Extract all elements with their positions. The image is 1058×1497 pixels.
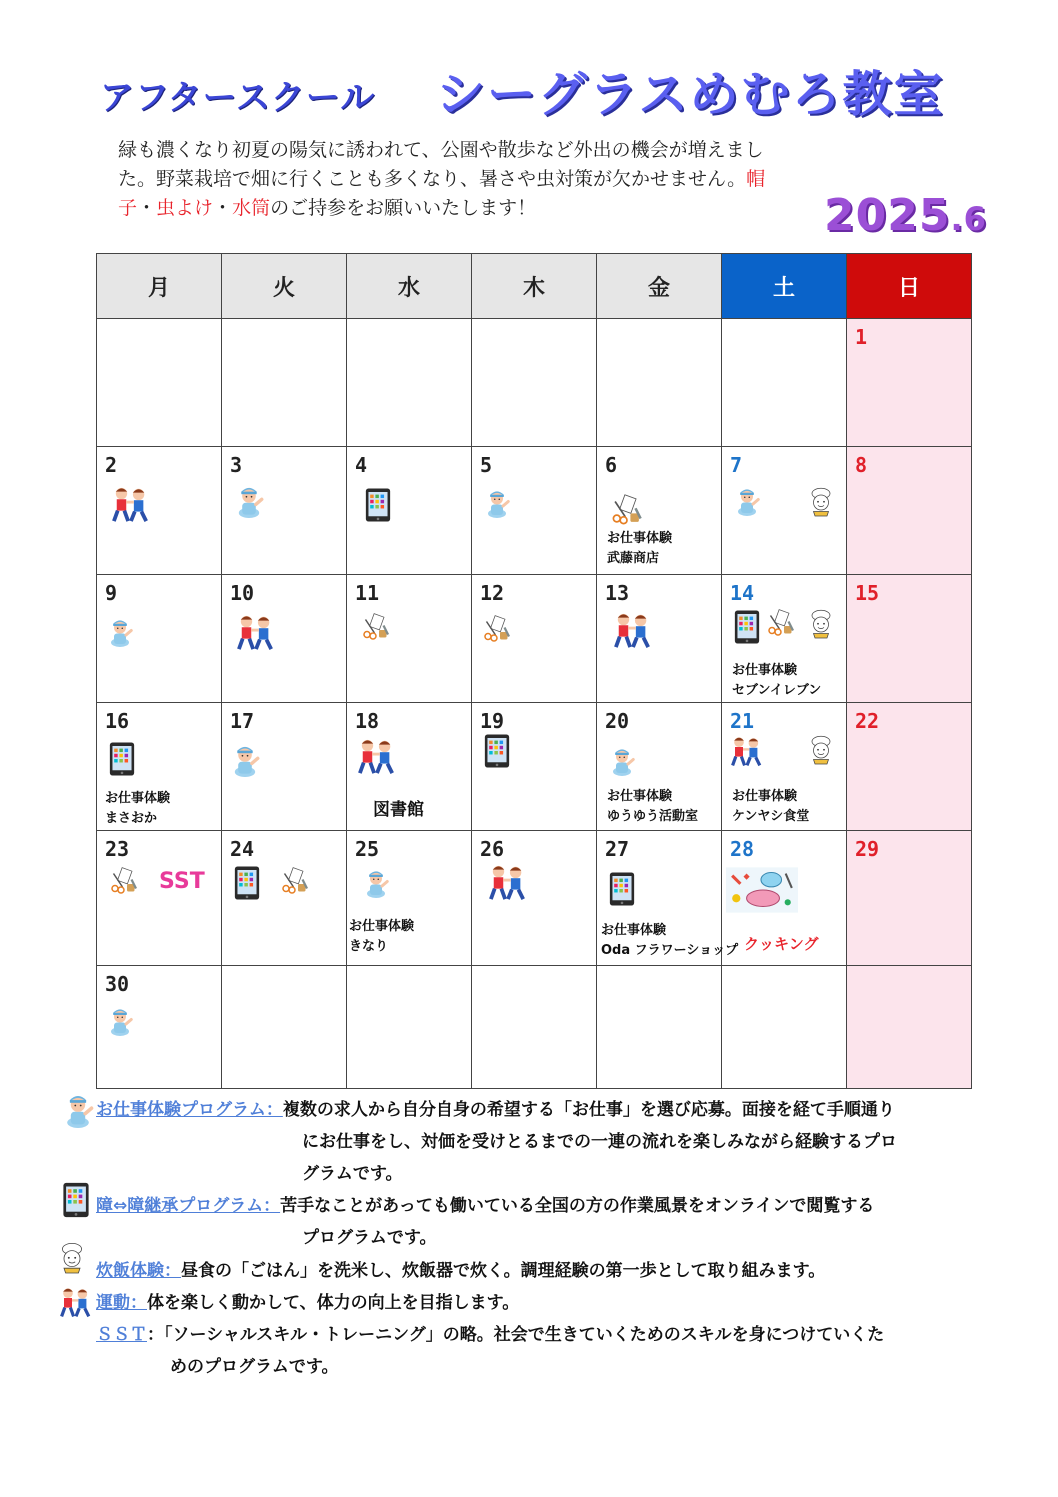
day-number: 1 xyxy=(855,325,868,349)
event-place: 武藤商店 xyxy=(607,551,660,566)
weekday-header xyxy=(97,254,972,319)
crafts-icon xyxy=(109,865,139,897)
sports-kids-icon xyxy=(611,611,655,649)
month: .6 xyxy=(950,200,987,238)
day-number: 17 xyxy=(230,709,255,733)
day-number: 13 xyxy=(605,581,630,605)
day-cell-5 xyxy=(472,447,597,575)
day-cell-empty xyxy=(597,966,722,1089)
worker-icon xyxy=(732,485,762,517)
day-number: 3 xyxy=(230,453,243,477)
legend-desc: 体を楽しく動かして、体力の向上を目指します。 xyxy=(147,1293,520,1313)
week-row xyxy=(97,831,972,966)
intro-text xyxy=(118,136,788,223)
weekday-fri: 金 xyxy=(597,254,722,319)
week-row xyxy=(97,966,972,1089)
day-number: 9 xyxy=(105,581,118,605)
day-cell-26 xyxy=(472,831,597,966)
worker-icon xyxy=(607,743,637,779)
tablet-icon xyxy=(609,871,635,907)
day-cell-empty xyxy=(222,966,347,1089)
day-number: 15 xyxy=(855,581,880,605)
day-number: 23 xyxy=(105,837,130,861)
sports-kids-icon xyxy=(56,1286,96,1318)
sports-kids-icon xyxy=(486,863,530,901)
legend-desc: プログラムです。 xyxy=(302,1228,437,1248)
day-cell-empty xyxy=(347,966,472,1089)
legend-online xyxy=(96,1190,976,1222)
day-cell-27 xyxy=(597,831,739,966)
event-place: まさおか xyxy=(105,811,158,826)
event-place: きなり xyxy=(349,939,389,954)
day-cell-30 xyxy=(97,966,222,1089)
day-number: 4 xyxy=(355,453,368,477)
intro-request: のご持参をお願いいたします！ xyxy=(270,197,537,219)
legend-desc: 複数の求人から自分自身の希望する「お仕事」を選び応募。面接を経て手順通り xyxy=(282,1100,895,1120)
intro-sentence: 緑も濃くなり初夏の陽気に誘われて、公園や散歩など外出の機会が増えました。野菜栽培で畑に行くことも多くなり、暑さや虫対策が欠かせません。 xyxy=(118,139,764,190)
crafts-icon xyxy=(361,611,391,643)
day-number: 5 xyxy=(480,453,493,477)
day-cell-24 xyxy=(222,831,347,966)
day-number: 21 xyxy=(730,709,755,733)
day-cell-15 xyxy=(847,575,972,703)
worker-icon xyxy=(105,615,135,649)
day-cell-23 xyxy=(97,831,222,966)
cooking-icon xyxy=(726,867,798,913)
day-cell-empty xyxy=(472,966,597,1089)
library-note: 図書館 xyxy=(373,800,424,820)
day-cell-10 xyxy=(222,575,347,703)
event-type: お仕事体験 xyxy=(732,663,798,678)
intro-separator: ・ xyxy=(137,197,157,219)
event-place: ゆうゆう活動室 xyxy=(607,809,699,824)
weekday-thu: 木 xyxy=(472,254,597,319)
day-cell-16 xyxy=(97,703,222,831)
year: 2025 xyxy=(824,190,951,241)
weekday-sun: 日 xyxy=(847,254,972,319)
chef-icon xyxy=(806,733,836,765)
sports-kids-icon xyxy=(728,735,766,767)
worker-icon xyxy=(361,865,391,901)
legend-desc: ：「ソーシャルスキル・トレーニング」の略。社会で生きていくためのスキルを身につけていくた xyxy=(147,1325,885,1345)
legend-desc: めのプログラムです。 xyxy=(170,1357,339,1377)
legend-term: 運動： xyxy=(96,1293,147,1313)
tablet-icon xyxy=(365,487,391,523)
day-cell-empty xyxy=(597,319,722,447)
week-row xyxy=(97,575,972,703)
day-cell-3 xyxy=(222,447,347,575)
event-note xyxy=(601,921,738,961)
day-cell-9 xyxy=(97,575,222,703)
day-number: 27 xyxy=(605,837,630,861)
day-number: 11 xyxy=(355,581,380,605)
day-cell-2 xyxy=(97,447,222,575)
day-cell-1 xyxy=(847,319,972,447)
weekday-wed: 水 xyxy=(347,254,472,319)
day-cell-18 xyxy=(347,703,472,831)
legend-work xyxy=(96,1094,976,1126)
event-type: お仕事体験 xyxy=(601,923,667,938)
day-cell-8 xyxy=(847,447,972,575)
worker-icon xyxy=(60,1090,96,1130)
crafts-icon xyxy=(766,607,796,639)
day-cell-empty xyxy=(222,319,347,447)
legend-term: 炊飯体験： xyxy=(96,1261,181,1281)
day-cell-20 xyxy=(597,703,722,831)
day-number: 10 xyxy=(230,581,255,605)
day-cell-empty xyxy=(472,319,597,447)
day-cell-14 xyxy=(722,575,847,703)
week-row xyxy=(97,447,972,575)
day-number: 12 xyxy=(480,581,505,605)
day-number: 18 xyxy=(355,709,380,733)
day-cell-4 xyxy=(347,447,472,575)
legend-desc: グラムです。 xyxy=(302,1164,403,1184)
event-note xyxy=(732,661,821,701)
day-cell-22 xyxy=(847,703,972,831)
day-number: 26 xyxy=(480,837,505,861)
event-type: お仕事体験 xyxy=(349,919,415,934)
day-cell-empty xyxy=(847,966,972,1089)
tablet-icon xyxy=(62,1182,90,1218)
day-cell-12 xyxy=(472,575,597,703)
day-number: 24 xyxy=(230,837,255,861)
day-cell-empty xyxy=(97,319,222,447)
day-number: 28 xyxy=(730,837,755,861)
event-note xyxy=(349,917,414,957)
intro-hat: 帽子 xyxy=(118,168,766,219)
year-month xyxy=(824,190,987,241)
day-number: 30 xyxy=(105,972,130,996)
day-number: 14 xyxy=(730,581,755,605)
intro-repellent: 虫よけ xyxy=(156,197,214,219)
tablet-icon xyxy=(234,865,260,901)
legend-desc: にお仕事をし、対価を受けとるまでの一連の流れを楽しみながら経験するプロ xyxy=(302,1132,897,1152)
day-number: 16 xyxy=(105,709,130,733)
event-note xyxy=(105,789,170,829)
weekday-sat: 土 xyxy=(722,254,847,319)
day-cell-13 xyxy=(597,575,722,703)
legend-rice xyxy=(96,1255,825,1287)
chef-icon xyxy=(806,607,836,639)
cooking-label: クッキング xyxy=(744,935,819,953)
crafts-icon xyxy=(482,613,512,645)
day-number: 7 xyxy=(730,453,743,477)
weekday-tue: 火 xyxy=(222,254,347,319)
crafts-icon xyxy=(280,865,310,897)
worker-icon xyxy=(105,1004,135,1038)
worker-icon xyxy=(228,741,262,779)
legend-desc: 昼食の「ごはん」を洗米し、炊飯器で炊く。調理経験の第一歩として取り組みます。 xyxy=(181,1261,826,1281)
day-cell-25 xyxy=(347,831,472,966)
day-cell-empty xyxy=(722,319,847,447)
event-note xyxy=(732,787,809,827)
classroom-title: シーグラスめむろ教室 xyxy=(436,66,945,123)
day-number: 19 xyxy=(480,709,505,733)
intro-bottle: 水筒 xyxy=(232,197,271,219)
day-cell-11 xyxy=(347,575,472,703)
day-cell-empty xyxy=(722,966,847,1089)
day-cell-6 xyxy=(597,447,722,575)
event-type: お仕事体験 xyxy=(732,789,798,804)
event-type: お仕事体験 xyxy=(105,791,171,806)
day-cell-empty xyxy=(347,319,472,447)
tablet-icon xyxy=(109,741,135,777)
day-number: 2 xyxy=(105,453,118,477)
event-note xyxy=(607,529,672,569)
event-place: ケンヤシ食堂 xyxy=(732,809,810,824)
worker-icon xyxy=(232,483,266,519)
week-row xyxy=(97,319,972,447)
event-place: Oda フラワーショップ xyxy=(601,943,739,958)
tablet-icon xyxy=(734,609,760,645)
day-cell-7 xyxy=(722,447,847,575)
legend-sst xyxy=(96,1319,976,1351)
chef-icon xyxy=(806,485,836,517)
day-number: 8 xyxy=(855,453,868,477)
day-cell-28 xyxy=(722,831,847,966)
weekday-mon: 月 xyxy=(97,254,222,319)
chef-icon xyxy=(56,1240,88,1274)
event-note xyxy=(607,787,698,827)
worker-icon xyxy=(482,487,512,519)
event-type: お仕事体験 xyxy=(607,531,673,546)
sst-label: SST xyxy=(159,869,205,894)
calendar xyxy=(96,253,972,1089)
day-number: 20 xyxy=(605,709,630,733)
day-number: 25 xyxy=(355,837,380,861)
intro-separator: ・ xyxy=(213,197,233,219)
legend-sport xyxy=(96,1287,519,1319)
legend-term: 障⇔障継承プログラム： xyxy=(96,1196,281,1216)
sports-kids-icon xyxy=(109,485,153,523)
day-cell-29 xyxy=(847,831,972,966)
event-place: セブンイレブン xyxy=(732,683,822,698)
sports-kids-icon xyxy=(234,613,278,651)
crafts-icon xyxy=(609,493,645,527)
legend-term: お仕事体験プログラム： xyxy=(96,1100,283,1120)
day-cell-21 xyxy=(722,703,847,831)
day-number: 22 xyxy=(855,709,880,733)
event-type: お仕事体験 xyxy=(607,789,673,804)
day-cell-19 xyxy=(472,703,597,831)
day-number: 6 xyxy=(605,453,618,477)
legend-term: ＳＳＴ xyxy=(96,1325,147,1345)
tablet-icon xyxy=(484,733,510,769)
sports-kids-icon xyxy=(355,737,399,775)
legend-desc: 苦手なことがあっても働いている全国の方の作業風景をオンラインで閲覧する xyxy=(280,1196,875,1216)
day-cell-17 xyxy=(222,703,347,831)
program-title: アフタースクール xyxy=(100,78,376,118)
week-row xyxy=(97,703,972,831)
day-number: 29 xyxy=(855,837,880,861)
